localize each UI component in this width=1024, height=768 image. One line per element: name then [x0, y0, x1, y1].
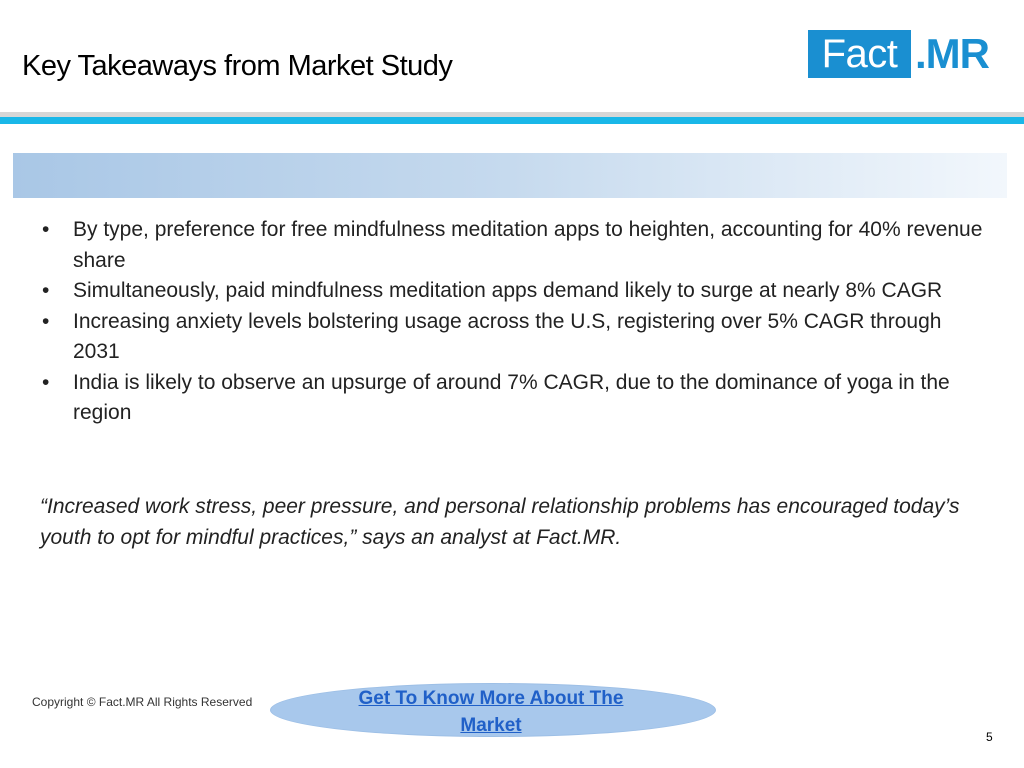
- logo-box: Fact: [808, 30, 911, 78]
- bullet-icon: •: [42, 279, 50, 302]
- factmr-logo: [808, 30, 989, 78]
- logo-suffix: .MR: [915, 30, 989, 77]
- analyst-quote: “Increased work stress, peer pressure, and personal relationship problems has encouraged today’s youth to opt for mindful practices,” says an analyst at Fact.MR.: [40, 495, 960, 549]
- copyright-text: Copyright © Fact.MR All Rights Reserved: [32, 695, 253, 709]
- slide-title: Key Takeaways from Market Study: [22, 50, 453, 82]
- bullet-text: India is likely to observe an upsurge of around 7% CAGR, due to the dominance of yoga in the region: [73, 370, 950, 424]
- gradient-banner: [13, 153, 1007, 198]
- list-item: [40, 215, 990, 276]
- header-divider-blue: [0, 117, 1024, 124]
- bullet-text: Simultaneously, paid mindfulness meditation apps demand likely to surge at nearly 8% CAGR: [73, 279, 943, 302]
- takeaways-list: [40, 215, 990, 429]
- bullet-text: By type, preference for free mindfulness meditation apps to heighten, accounting for 40% revenue share: [73, 218, 983, 272]
- know-more-link[interactable]: Get To Know More About The Market: [358, 688, 624, 736]
- list-item: [40, 307, 990, 368]
- bullet-icon: •: [42, 218, 50, 241]
- list-item: [40, 276, 990, 307]
- bullet-icon: •: [42, 370, 50, 394]
- list-item: [40, 368, 990, 429]
- page-number: 5: [986, 730, 993, 744]
- bullet-text: Increasing anxiety levels bolstering usage across the U.S, registering over 5% CAGR through 2031: [73, 309, 942, 363]
- bullet-icon: •: [42, 309, 50, 333]
